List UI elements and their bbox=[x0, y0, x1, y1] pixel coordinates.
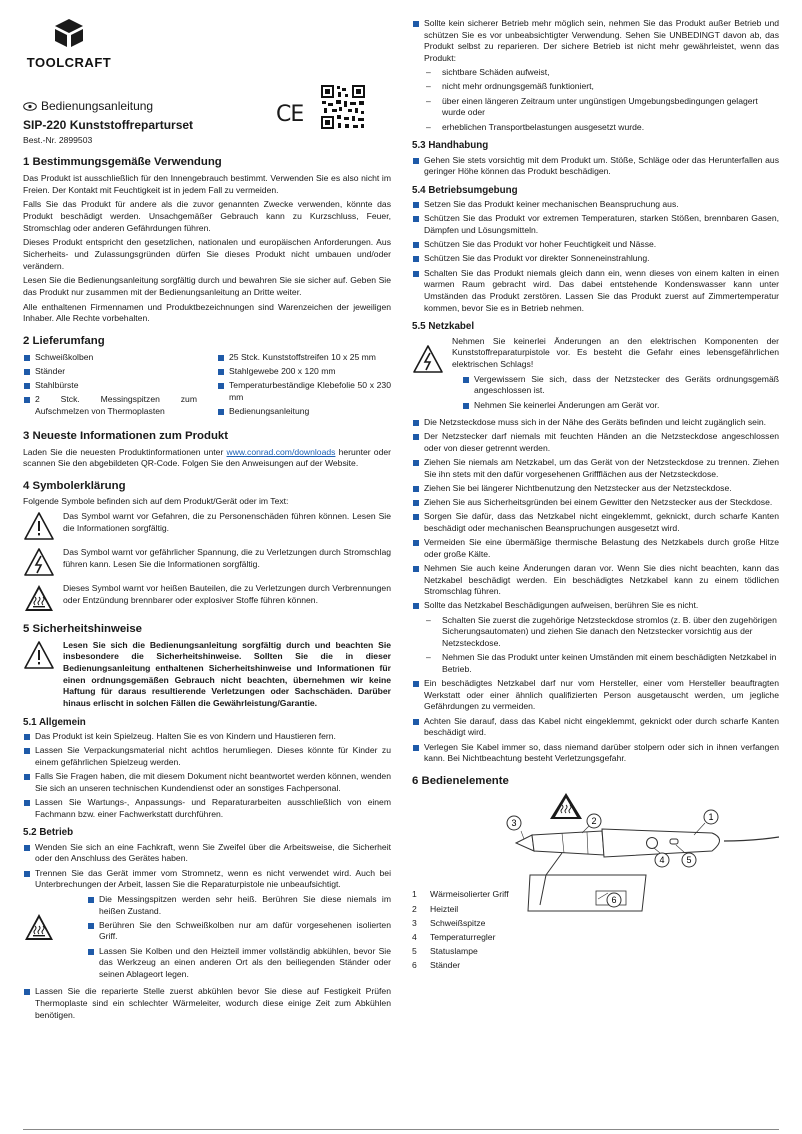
section-5-2-title: 5.2 Betrieb bbox=[23, 827, 74, 839]
mains-sub-list bbox=[462, 374, 779, 412]
callout-label: 1 bbox=[708, 812, 714, 823]
legend-item: 6 Ständer bbox=[412, 960, 461, 971]
list-item: Schalten Sie das Produkt niemals gleich dann ein, wenn dieses von einem kalten in einen warmen Raum gebracht wird. Das dabei entstehende Kondenswasser kann unter Umständen das Produkt zerstören. Lassen Sie das Produkt zuerst auf Zimmertemperatur kommen, bevor Sie es in Betrieb nehmen. bbox=[412, 268, 779, 315]
callout-label: 2 bbox=[591, 816, 597, 827]
s55-list-2 bbox=[412, 678, 779, 765]
list-item: Sollte kein sicherer Betrieb mehr möglich sein, nehmen Sie das Produkt außer Betrieb und schützen Sie es vor unbeabsichtigter Verwendung. Sehen Sie UNBEDINGT davon ab, das Produkt selbst zu reparieren. Der sichere Betrieb ist nicht mehr gewährleistet, wenn das Produkt: bbox=[412, 18, 779, 65]
delivery-scope bbox=[23, 352, 391, 420]
section-5-title: 5 Sicherheitshinweise bbox=[23, 623, 143, 636]
safety-warning-text: Lesen Sie sich die Bedienungsanleitung sorgfältig durch und beachten Sie insbesondere die Sicherheitshinweise. Sollten Sie die in dieser Bedienungsanleitung enthaltenen Sicherheitshinweise und Informationen für einen ordnungsgemäßen Gebrauch nicht beachten, übernehmen wir keine Haftung für daraus resultierende Verletzungen oder Sachschäden. Darüber hinaus erlischt in solchen Fällen die Gewährleistung/Garantie. bbox=[63, 639, 391, 708]
list-item: Wenden Sie sich an eine Fachkraft, wenn Sie Zweifel über die Arbeitsweise, die Sicherheit oder den Anschluss des Gerätes haben. bbox=[23, 842, 391, 865]
list-item: Ziehen Sie aus Sicherheitsgründen bei einem Gewitter den Netzstecker aus der Steckdose. bbox=[412, 497, 779, 509]
product-title: SIP-220 Kunststoffreparturset bbox=[23, 118, 194, 133]
section-5-4-title: 5.4 Betriebsumgebung bbox=[412, 184, 518, 196]
list-item: Ziehen Sie niemals am Netzkabel, um das Gerät von der Netzsteckdose zu trennen. Ziehen Sie ihn stets mit den dafür vorgesehenen Griffflächen aus der Netzsteckdose. bbox=[412, 457, 779, 480]
callout-label: 5 bbox=[686, 855, 692, 866]
section-1-title: 1 Bestimmungsgemäße Verwendung bbox=[23, 156, 222, 169]
legend-item: 1 Wärmeisolierter Griff bbox=[412, 889, 509, 900]
delivery-list-left bbox=[23, 352, 197, 420]
r-top-dashes bbox=[424, 67, 779, 133]
list-item: Ständer bbox=[23, 366, 197, 378]
dash-item: – sichtbare Schäden aufweist, bbox=[424, 67, 779, 79]
list-item: Bedienungsanleitung bbox=[217, 406, 391, 418]
symbol-row-general bbox=[23, 511, 391, 541]
list-item: Gehen Sie stets vorsichtig mit dem Produkt um. Stöße, Schläge oder das Herunterfallen aus geringer Höhe können das Produkt beschädigen. bbox=[412, 155, 779, 178]
callout-label: 3 bbox=[511, 818, 517, 829]
section-4-title: 4 Symbolerklärung bbox=[23, 479, 126, 492]
list-item: Vermeiden Sie eine übermäßige thermische Belastung des Netzkabels durch große Hitze oder große Kälte. bbox=[412, 537, 779, 560]
mains-warning bbox=[412, 336, 779, 414]
s52-list-end bbox=[23, 986, 391, 1021]
controls-diagram bbox=[412, 793, 779, 971]
warning-triangle-icon bbox=[23, 511, 55, 541]
s52-list bbox=[23, 842, 391, 891]
symbol-text: Das Symbol warnt vor Gefahren, die zu Personenschäden führen können. Lesen Sie die Informationen sorgfältig. bbox=[63, 511, 391, 533]
ce-mark: CE bbox=[276, 102, 304, 127]
legend-item: 5 Statuslampe bbox=[412, 946, 478, 957]
controls-legend bbox=[412, 889, 509, 974]
list-item: Stahlbürste bbox=[23, 380, 197, 392]
legend-item: 2 Heizteil bbox=[412, 903, 459, 914]
section-5-5-title: 5.5 Netzkabel bbox=[412, 321, 475, 333]
s55-dashes bbox=[424, 615, 779, 676]
high-voltage-icon bbox=[23, 547, 55, 577]
list-item: Lassen Sie Wartungs-, Anpassungs- und Reparaturarbeiten ausschließlich von einem Fachmann bzw. einer Fachwerkstatt durchführen. bbox=[23, 797, 391, 820]
list-item: Trennen Sie das Gerät immer vom Stromnetz, wenn es nicht verwendet wird. Auch bei Unterbrechungen der Arbeit, lassen Sie die Reparaturpistole nie unbeaufsichtigt. bbox=[23, 868, 391, 891]
section-6-title: 6 Bedienelemente bbox=[412, 774, 509, 787]
list-item: Lassen Sie die reparierte Stelle zuerst abkühlen bevor Sie diese auf Festigkeit Prüfen Thermoplaste sind ein schlechter Wärmeleiter, wodurch diese einige Zeit zum Abkühlen benötigen. bbox=[23, 986, 391, 1021]
s1-paragraph: Alle enthaltenen Firmennamen und Produktbezeichnungen sind Warenzeichen der jeweiligen Inhaber. Alle Rechte vorbehalten. bbox=[23, 301, 391, 324]
list-item: Schweißkolben bbox=[23, 352, 197, 364]
legend-item: 3 Schweißspitze bbox=[412, 917, 486, 928]
list-item: Temperaturbeständige Klebefolie 50 x 230 mm bbox=[217, 380, 391, 403]
list-item: Schützen Sie das Produkt vor extremen Temperaturen, starken Stößen, brennbaren Gasen, Dämpfen und Lösungsmitteln. bbox=[412, 213, 779, 236]
s1-paragraph: Falls Sie das Produkt für andere als die zuvor genannten Zwecke verwenden, könnte das Produkt beschädigt werden. Unsachgemäßer Gebrauch kann zu Kurzschluss, Feuer, Stromschlag oder anderen Gefährdungen führen. bbox=[23, 199, 391, 233]
s53-list bbox=[412, 155, 779, 178]
order-number: Best.-Nr. 2899503 bbox=[23, 134, 93, 145]
qr-code-icon[interactable] bbox=[320, 84, 366, 130]
symbol-row-hot bbox=[23, 583, 391, 613]
list-item: Nehmen Sie keinerlei Änderungen am Gerät vor. bbox=[462, 400, 779, 412]
footer-divider bbox=[23, 1129, 779, 1130]
delivery-list-right bbox=[217, 352, 391, 420]
s1-paragraph: Dieses Produkt entspricht den gesetzlichen, nationalen und europäischen Anforderungen. Aus Sicherheits- und Zulassungsgründen dürfen Sie dieses Produkt nicht umbauen und/oder verändern. bbox=[23, 237, 391, 271]
list-item: Berühren Sie den Schweißkolben nur am dafür vorgesehenen isolierten Griff. bbox=[87, 920, 391, 943]
list-item: 2 Stck. Messingspitzen zum Aufschmelzen von Thermoplasten bbox=[23, 394, 197, 417]
legend-item: 4 Temperaturregler bbox=[412, 931, 496, 942]
dash-item: – Nehmen Sie das Produkt unter keinen Umständen mit einem beschädigten Netzkabel in Betrieb. bbox=[424, 652, 779, 675]
s4-intro: Folgende Symbole befinden sich auf dem Produkt/Gerät oder im Text: bbox=[23, 496, 289, 507]
hot-surface-icon bbox=[23, 583, 55, 613]
callout-label: 4 bbox=[659, 855, 665, 866]
callout-label: 6 bbox=[611, 895, 617, 906]
mains-warning-text: Nehmen Sie keinerlei Änderungen an den elektrischen Komponenten der Kunststoffreparaturpistole vor. Es besteht die Gefahr eines lebensgefährlichen elektrischen Schlags! bbox=[452, 335, 779, 370]
s3-paragraph: Laden Sie die neuesten Produktinformationen unter www.conrad.com/downloads herunter oder scannen Sie den abgebildeten QR-Code. Folgen Sie den Anweisungen auf der Website. bbox=[23, 446, 392, 469]
dash-item: – Schalten Sie zuerst die zugehörige Netzsteckdose stromlos (z. B. über den zugehörigen Sicherungsautomaten) und ziehen Sie danach den Netzstecker vorsichtig aus der Netzsteckdose. bbox=[424, 615, 779, 650]
mains-warning-body bbox=[452, 336, 779, 414]
list-item: Der Netzstecker darf niemals mit feuchten Händen an die Netzsteckdose angeschlossen oder von dieser getrennt werden. bbox=[412, 431, 779, 454]
toolcraft-logo-icon bbox=[52, 18, 86, 48]
symbol-text: Das Symbol warnt vor gefährlicher Spannung, die zu Verletzungen durch Stromschlag führen kann. Lesen Sie die Informationen sorgfältig. bbox=[63, 547, 391, 569]
r-top-list bbox=[412, 18, 779, 65]
list-item: Schützen Sie das Produkt vor direkter Sonneneinstrahlung. bbox=[412, 253, 779, 265]
dash-item: – erheblichen Transportbelastungen ausgesetzt wurde. bbox=[424, 122, 779, 134]
list-item: Vergewissern Sie sich, dass der Netzstecker des Geräts ordnungsgemäß angeschlossen ist. bbox=[462, 374, 779, 397]
section-5-3-title: 5.3 Handhabung bbox=[412, 140, 489, 152]
s51-list bbox=[23, 731, 391, 820]
list-item: Setzen Sie das Produkt keiner mechanischen Beanspruchung aus. bbox=[412, 199, 779, 211]
warning-triangle-icon bbox=[23, 640, 55, 670]
list-item: Lassen Sie Verpackungsmaterial nicht achtlos herumliegen. Dieses könnte für Kinder zu einem gefährlichen Spielzeug werden. bbox=[23, 745, 391, 768]
symbol-text: Dieses Symbol warnt vor heißen Bauteilen, die zu Verletzungen durch Verbrennungen oder Entzündung brennbarer oder explosiver Stoffe führen können. bbox=[63, 583, 391, 605]
list-item: 25 Stck. Kunststoffstreifen 10 x 25 mm bbox=[217, 352, 391, 364]
list-item: Die Netzsteckdose muss sich in der Nähe des Geräts befinden und leicht zugänglich sein. bbox=[412, 417, 779, 429]
brand-logo bbox=[23, 18, 115, 74]
list-item: Nehmen Sie auch keine Änderungen daran vor. Wenn Sie dies nicht beachten, kann das Netzkabel beschädigt werden. Ein beschädigtes Netzkabel kann zu einem tödlichen Stromschlag führen. bbox=[412, 563, 779, 598]
s1-paragraph: Das Produkt ist ausschließlich für den Innengebrauch bestimmt. Verwenden Sie es also nicht im Freien. Der Kontakt mit Feuchtigkeit ist in jedem Fall zu vermeiden. bbox=[23, 172, 391, 195]
left-column bbox=[23, 18, 391, 1024]
section-3-title: 3 Neueste Informationen zum Produkt bbox=[23, 430, 229, 442]
right-column bbox=[412, 18, 779, 971]
s1-paragraph: Lesen Sie die Bedienungsanleitung sorgfältig durch und bewahren Sie sie sicher auf. Geben Sie das Produkt nur zusammen mit der Bedienungsanleitung an Dritte weiter. bbox=[23, 275, 391, 297]
symbol-row-voltage bbox=[23, 547, 391, 577]
list-item: Verlegen Sie Kabel immer so, dass niemand darüber stolpern oder sich in ihnen verfangen kann. Bei Nichtbeachtung besteht Verletzungsgefahr. bbox=[412, 742, 779, 765]
list-item: Die Messingspitzen werden sehr heiß. Berühren Sie diese niemals im heißen Zustand. bbox=[87, 894, 391, 917]
list-item: Sollte das Netzkabel Beschädigungen aufweisen, berühren Sie es nicht. bbox=[412, 600, 779, 612]
list-item: Stahlgewebe 200 x 120 mm bbox=[217, 366, 391, 378]
high-voltage-icon bbox=[412, 344, 444, 374]
s54-list bbox=[412, 199, 779, 314]
list-item: Das Produkt ist kein Spielzeug. Halten Sie es von Kindern und Haustieren fern. bbox=[23, 731, 391, 743]
hot-surface-icon bbox=[23, 912, 55, 942]
safety-warning bbox=[23, 640, 391, 710]
dash-item: – über einen längeren Zeitraum unter ungünstigen Umgebungsbedingungen gelagert wurde oder bbox=[424, 96, 779, 119]
section-2-title: 2 Lieferumfang bbox=[23, 335, 105, 348]
hot-warning-block bbox=[23, 894, 391, 983]
list-item: Ein beschädigtes Netzkabel darf nur vom Hersteller, einer vom Hersteller beauftragten Werkstatt oder einer ähnlich qualifizierten Person ausgetauscht werden, um jegliche Gefährdungen zu vermeiden. bbox=[412, 678, 779, 713]
s55-list bbox=[412, 417, 779, 612]
manual-label: Bedienungsanleitung bbox=[41, 99, 154, 113]
list-item: Falls Sie Fragen haben, die mit diesem Dokument nicht beantwortet werden können, wenden Sie sich an unseren technischen Kundendienst oder an sonstiges Fachpersonal. bbox=[23, 771, 391, 794]
list-item: Schützen Sie das Produkt vor hoher Feuchtigkeit und Nässe. bbox=[412, 239, 779, 251]
list-item: Ziehen Sie bei längerer Nichtbenutzung den Netzstecker aus der Netzsteckdose. bbox=[412, 483, 779, 495]
list-item: Sorgen Sie dafür, dass das Netzkabel nicht eingeklemmt, geknickt, durch scharfe Kanten beschädigt oder mechanischen Beanspruchungen ausgesetzt wird. bbox=[412, 511, 779, 534]
hot-items-list bbox=[87, 894, 391, 983]
eye-icon bbox=[23, 102, 37, 111]
hot-surface-icon bbox=[550, 793, 582, 819]
list-item: Achten Sie darauf, dass das Kabel nicht eingeklemmt, geknickt oder durch scharfe Kanten beschädigt wird. bbox=[412, 716, 779, 739]
downloads-link[interactable]: www.conrad.com/downloads bbox=[226, 446, 336, 457]
section-5-1-title: 5.1 Allgemein bbox=[23, 716, 86, 728]
list-item: Lassen Sie Kolben und den Heizteil immer vollständig abkühlen, bevor Sie das Werkzeug an einen anderen Ort als den beiliegenden Ständer oder seinen Ablageort legen. bbox=[87, 946, 391, 981]
dash-item: – nicht mehr ordnungsgemäß funktioniert, bbox=[424, 81, 779, 93]
brand-name: TOOLCRAFT bbox=[26, 54, 112, 70]
